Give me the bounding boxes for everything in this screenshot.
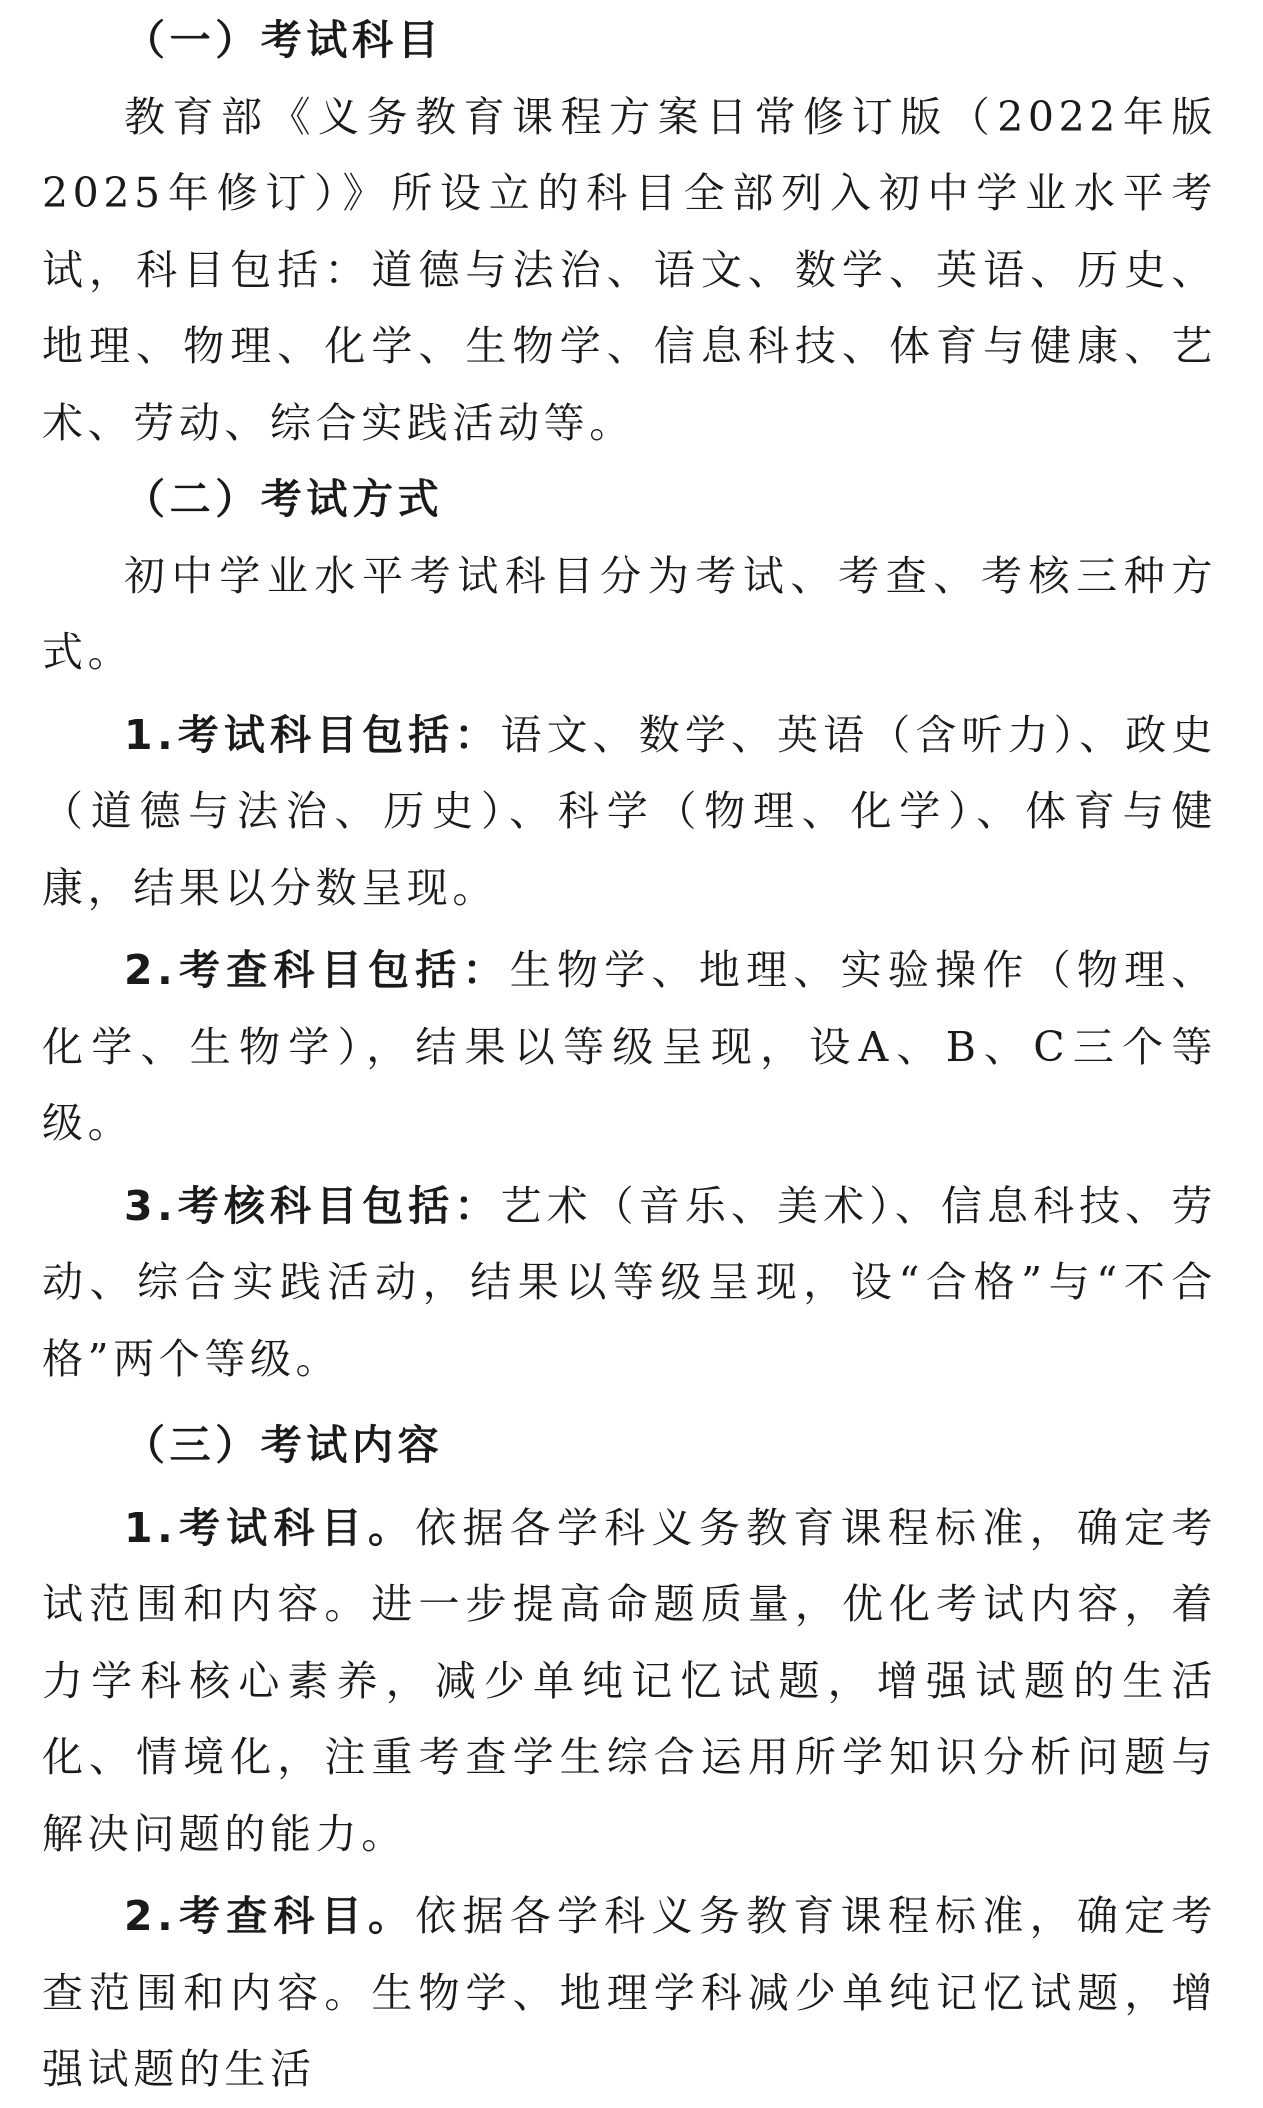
paragraph-text: 语文、数学、英语（含听力）、政史（道德与法治、历史）、科学（物理、化学）、体育与健康，结果以分数呈现。	[42, 710, 1217, 912]
paragraph-lead: 1.考试科目包括：	[124, 710, 501, 759]
paragraph-lead: 2.考查科目包括：	[124, 946, 510, 994]
paragraph-text: 初中学业水平考试科目分为考试、考查、考核三种方式。	[42, 551, 1217, 676]
section-heading-2: （二）考试方式	[124, 475, 444, 523]
section-heading-3: （三）考试内容	[124, 1421, 444, 1469]
section-3-paragraph-1	[42, 1490, 1217, 1873]
paragraph-lead: 1.考试科目。	[124, 1503, 416, 1552]
paragraph-text: 教育部《义务教育课程方案日常修订版（2022年版2025年修订）》所设立的科目全部列入初中学业水平考试，科目包括：道德与法治、语文、数学、英语、历史、地理、物理、化学、生物学、信息科技、体育与健康、艺术、劳动、综合实践活动等。	[42, 92, 1217, 447]
section-2-paragraph-1	[42, 538, 1217, 691]
section-2-paragraph-4	[42, 1168, 1217, 1398]
paragraph-text: 艺术（音乐、美术）、信息科技、劳动、综合实践活动，结果以等级呈现，设“合格”与“不合格”两个等级。	[42, 1181, 1217, 1383]
paragraph-text: 生物学、地理、实验操作（物理、化学、生物学），结果以等级呈现，设A、B、C三个等级。	[42, 946, 1217, 1147]
section-2-paragraph-3	[42, 932, 1217, 1162]
paragraph-text: 依据各学科义务教育课程标准，确定考试范围和内容。进一步提高命题质量，优化考试内容，着力学科核心素养，减少单纯记忆试题，增强试题的生活化、情境化，注重考查学生综合运用所学知识分析问题与解决问题的能力。	[42, 1503, 1217, 1858]
paragraph-lead: 2.考查科目。	[124, 1892, 416, 1940]
section-heading-1: （一）考试科目	[124, 16, 444, 64]
section-3-paragraph-2	[42, 1878, 1217, 2108]
paragraph-text: 依据各学科义务教育课程标准，确定考查范围和内容。生物学、地理学科减少单纯记忆试题，增强试题的生活	[42, 1892, 1217, 2093]
section-2-paragraph-2	[42, 697, 1217, 927]
section-1-paragraph-1	[42, 79, 1217, 462]
paragraph-lead: 3.考核科目包括：	[124, 1181, 501, 1230]
